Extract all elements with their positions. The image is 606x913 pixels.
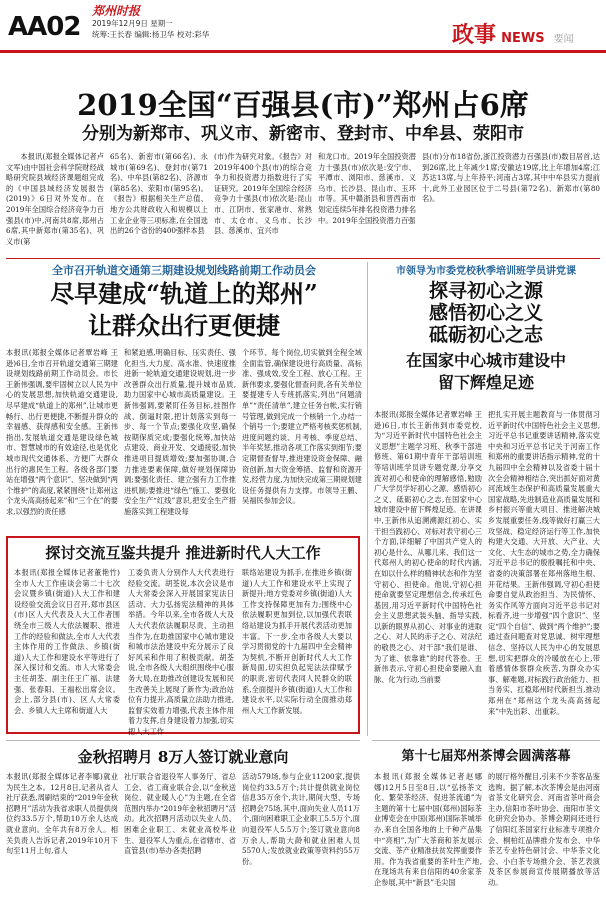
tea-column-2: 的展厅格外醒目,引来不少茶客品鉴选购。据了解,本次茶博会是由河南省茶文化研究会、河南省茶叶商会主办,信阳市茶叶协会、南阳市茶文化研究会协办。茶博会期间还进行了信阳红茶国家行业标准专项推介会、桐柏红品牌推介发布会、中华茶艺专业特色研讨会、中华茶文化会、小白茶专场推介会、茶艺表演及茶区参展商宣传展期播放等活动。 xyxy=(488,772,600,887)
lead-column-1: 本报讯(郑报全媒体记者卢文军)由中国社会科学院财经战略研究院县域经济课题组完成的《中国县域经济发展报告(2019)》6日对外发布。在2019年全国综合经济竞争力百强县(市)中,河南共8席,郑州占6席,其中新郑市(第35名)、巩义市(第 xyxy=(6,152,104,246)
tea-headline: 第十七届郑州茶博会圆满落幕 xyxy=(401,749,571,764)
jobs-column-2: 社厅联合省退役军人事务厅、省总工会、省工商业联合会,以“金秋送岗位、就业暖人心”为主题,在全省范围内举办“2019年金秋招聘月”活动。此次招聘月活动以失业人员、困难企业职工、未就业高校毕业生、退役军人为重点,在省辖市、省直管县(市)举办各类招聘 xyxy=(124,772,236,856)
training-line-3: 砥砺初心之志 xyxy=(428,324,543,346)
lead-headline: 2019全国“百强县(市)”郑州占6席 xyxy=(77,88,529,122)
rail-kicker: 全市召开轨道交通第三期建设规划线路前期工作动员会 xyxy=(52,264,316,277)
training-column-1: 本报讯(郑报全媒体记者覃岩峰 王逊)6日,市长王新伟到市委党校,为“习近平新时代中国特色社会主义思想”主题学习班、秋季干部进修班、第61期中青年干部培训班等培训班学员讲专题党课,分享交流对初心和使命的理解感悟,勉励广大学员学好初心之源、感悟初心之义、砥砺初心之志,在国家中心城市建设中留下辉煌足迹。在讲课中,王新伟从追溯溯源红初心、实干担当践初心、对标对表守初心三个方面,详细解了中国共产党人的初心是什么、从哪儿来、我们这一代郑州人的初心使命的时代内涵,在如以什么样的精神状态和作为坚守初心、担使命。他说,守初心担使命就要坚定理想信念,传承红色基因,用习近平新时代中国特色社会主义思想武装头脑、指导实践,以新的眼界从初心、对事业的进取之心、对人民的赤子之心、对法纪的敬畏之心、对干部“我们是谁、为了谁、依靠谁”的时代答卷。王新伟表示,守初心担使命要融入血脉、化为行动,当前要 xyxy=(374,410,482,684)
forum-column-1: 本报讯(郑报全媒体记者董艳竹)全市人大工作座谈会第二十七次会议暨乡镇(街道)人大工作和建设经验交流会议日召开,郑市县区(市)区人大代表及人大工作者围绕全市三级人大依法履职、推进工作的经验和做法,全市人大代表主体作用的工作做法、乡镇(街道)人大工作和建设水平等进行了深入探讨和交流。市人大常委会主任胡荃、副主任王广福、法建强、张春阳、王福松出席会议。会上,部分县(市)、区人大常委会、乡镇人大主席和街道人大 xyxy=(14,568,120,715)
rail-column-1: 本报讯(郑报全媒体记者覃岩峰 王逊)6日,全市召开轨道交通第三期建设规划线路前期工作动员会。市长王新伟强调,要牢固树立以人民为中心的发展思想,加快轨道交通建设,尽早建成“轨道上的郑州”,让城市更畅行、出行更便捷,不断提升群众的幸福感、获得感和安全感。王新伟指出,发展轨道交通是建设绿色城市、智慧城市的有效途径,也是优化城市现代交通体系、方便广大群众出行的惠民生工程。各级各部门要站在增强“两个意识”、坚决做到“两个维护”的高度,紧紧围绕“让郑州这个龙头高高扬起来”和“三个在”的要求,以强烈的责任感 xyxy=(6,348,118,516)
training-line-5: 留下辉煌足迹 xyxy=(437,373,534,392)
staff-line: 统筹:王长春 编辑:杨卫华 校对:彩华 xyxy=(92,30,210,39)
lead-subhead: 分别为新郑市、巩义市、新密市、登封市、中牟县、荥阳市 xyxy=(82,124,524,144)
forum-column-2: 工委负责人分别作人大代表进行经验交流。胡荃说,本次会议是市人大常委会深入开展国家宪法日活动、大力弘扬宪法精神的具体举措。今年以来,全市各级人大及人大代表依法履职尽责、主动担当作为,在助推国家中心城市建设和城市法治建设中充分展示了良好风采和作用了积极贡献。胡荃说,全市各级人大组织围绕中心服务大局,在助推改创建设发展和民生改善关上展现了新作为;政治站位有力提升,高质量立法助力推进,监督实效着力增强,代表主体作用着力发挥,自身建设着力加强,切实把人大工作 xyxy=(128,568,234,736)
forum-headline: 探讨交流互鉴共提升 推进新时代人大工作 xyxy=(45,544,321,562)
lead-column-5: 县(市)分布18省份,浙江投资潜力百强县(市)数目居首,达到26席,比上年减少1席;安徽达19席,比上年增加4席;江苏达13席,与上年持平;河南占3席,其中中牟县实力提前十,此外工业园区位于二号县(第72名)、新郑市(第80名)。 xyxy=(422,152,600,204)
header-rule xyxy=(0,50,606,53)
training-kicker: 市领导为市委党校秋季培训班学员讲党课 xyxy=(396,266,576,277)
training-line-4: 在国家中心城市建设中 xyxy=(405,351,566,370)
column-separator xyxy=(367,262,368,736)
tea-column-1: 本报讯(郑报全媒体记者赵娜娜)12月5日至8日,以“弘扬茶文化、繁荣茶经济、促进茶流通”为主题的第十七届中国(郑州)国际茶业博览会在中国(郑州)国际茶城举办,来自全国各地的上千种产品集中“亮相”,为广大茶商和茶友展示交流、茶产业精准扶贫发挥重要作用。作为我省重要的茶叶生产地,在现场共有来自信阳的40余家茶企参展,其中“新县”毛尖国 xyxy=(374,772,482,887)
lead-divider xyxy=(6,258,600,259)
lead-column-4: 和龙口市。2019年全国投资潜力十强县(市)依次是:安宁市、平潭市、浏阳市、慈溪市、义乌市、长沙县、昆山市、玉环市等。其中赣浙县和晋西南市划定连续5年排名投资潜力排名中。2019年全国投资潜力百强 xyxy=(318,152,417,225)
training-column-2: 把扎实开展主题教育与一体贯彻习近平新时代中国特色社会主义思想,习近平总书记重要讲话精神,落实党中央和习近平总书记关于河南工作和郑州的重要讲话指示精神,党的十九届四中全会精神以及省委十届十次全会精神相结合,突出抓好面对黄河流域生态保护和高质量发展重大国家战略,先进制造业高质量发展和乡村振兴等重大项目、推进解决城乡发展重要任务,线等做好打赢三大攻坚战、稳定经济运行等工作,加快构建大交通、大开放、大产业、大文化、大生态的城市之势,全力确保习近平总书记的殷殷嘱托和中央、省委的决策部署在郑州落地生根、开花结果。王新伟强调,守初心担使命要自觉从政治担当、为民情怀、务实作风等方面向习近平总书记对标看齐,进一步增强“四个意识”、坚定“四个自信”、做到“两个维护”;要通过查问题查对党思诚、树牢理想信念、坚持以人民为中心的发展思想,切实把群众的冷暖放在心上,带着感情体察群众疾苦,为群众办实事、解难题,对标践行政治能力、担当务实、扛稳郑州时代新担当,推动郑州在“郑州这个龙头高高扬起来”中先出彩、出重彩。 xyxy=(488,410,600,716)
jobs-column-1: 本报讯(郑报全媒体记者李娜)就业为民生之本。12月8日,记者从省人社厅获悉,周刷结束的“2019年金秋招聘月”活动为我省求职人员提供岗位约33.5万个,帮助10万余人达成就业意向。全年共有8万余人。相关负责人告诉记者,2019年10月下旬至11月上旬,省人 xyxy=(6,772,118,856)
forum-column-3: 联络站建设为抓手,在推进乡镇(街道)人大工作和建设水平上实现了新提升;地方党委对乡镇(街道)人大工作支持保障更加有力;围绕中心依法履职更加到位,以加强代表联络站建设为抓手开展代表活动更加丰富。下一步,全市各级人大要以学习贯彻党的十九届四中全会精神为契机,不断开创新时代人大工作新局面,切实担负起宪法法律赋予的职责,密切代表同人民群众的联系,全面提升乡镇(街道)人大工作和建设水平,以实际行动全面推动郑州人大工作新发展。 xyxy=(242,568,352,715)
training-line-2: 感悟初心之义 xyxy=(428,302,543,324)
tea-top-rule xyxy=(372,740,600,741)
training-title xyxy=(372,280,600,394)
date-line: 2019年12月9日 星期一 xyxy=(92,19,173,28)
rail-column-3: 个环节、每个岗位,切实做到全程全域全面监管,确保建设进行高质量、高标准、强成效,安全工程、放心工程。王新伟要求,要强化督查问责,各有关单位要提建专人专班抓落实,列出“问题清单”“责任清单”,建立任务台帐,实行销号管理,做到完成一个核销一个,办结一个销号一个;要建立严格考核奖惩机制,进度问题约谈、月考核、季度总结、半年奖惩,推动各项工作落实到细节;要定期督查督导,推进建设资金保障、融资创新,加大资金筹措、监督和资源开发,经营力度,为加快完成第三期规划建设任务提供有力支撑。市领导王鹏、吴福民参加会议。 xyxy=(242,348,362,506)
page-code: AA02 xyxy=(8,12,81,42)
training-line-1: 探寻初心之源 xyxy=(428,280,543,302)
lead-column-3: (市)作为研究对象。《报告》对2019年400个县(市)的综合竞争力和投资潜力指数进行了实证研究。2019年全国综合经济竞争力十强县(市)依次是:昆山市、江阴市、张家港市、常熟市、太仓市、义乌市、长沙县、慈溪市、宜兴市 xyxy=(214,152,312,236)
section-name: 政事 xyxy=(452,23,497,48)
brand-logo: 郑州时报 xyxy=(92,4,141,18)
forum-box xyxy=(6,536,360,734)
page-header xyxy=(0,0,606,54)
section-name-en: NEWS xyxy=(501,31,545,46)
jobs-column-3: 活动579场,参与企业11200家,提供岗位约33.5万个;共计提供就业岗位信息35万余个,共计,期间大型、专场招聘会75场,其中,面向失业人员11万个,面向困难职工企业职工5.5万个,面向退役军人5.5万个;签订就业意向8万余人,帮助大龄和就业困难人员5570人;发放就业政策等资料约55万份。 xyxy=(242,772,360,866)
lead-column-2: 65名)、新密市(第66名)、永城市(第69名)、登封市(第71名)、中牟县(第82名)、济源市(第85名)、荥阳市(第95名)。《报告》根据相关生产总值、地方公共财政收入和规模以上工业企业等三项标准,在全国选出的26个省份的400强样本县 xyxy=(110,152,208,236)
section-sub: 要闻 xyxy=(553,34,574,45)
rail-headline-2: 让群众出行更便捷 xyxy=(88,311,280,340)
jobs-headline: 金秋招聘月 8万人签订就业意向 xyxy=(77,748,289,766)
rail-headline-1: 尽早建成“轨道上的郑州” xyxy=(50,279,318,308)
rail-column-2: 和紧迫感,明确目标、压实责任、强化担当,大力度、高水准、快速度推进新一轮轨道交通建设规划,进一步改善群众出行质量,提升城市品质,助力国家中心城市高质量建设。王新伟强调,要紧盯任务目标,挂图作战、倒逼时限,把计划落实到每一步、每一个节点;要强化攻坚,确保按期保质完成;要强化统筹,加快站点建设、商业开发、交通接驳,加快推进项目提质增效;要加强协调,合力推进要素保障,做好规划保障协调;要强化责任、建立强有力工作推进机制;要推进“绿色”施工、要强化安全生产“红线”意识,把安全生产措施落实到工程建设每 xyxy=(124,348,236,516)
section-title xyxy=(452,18,574,49)
jobs-top-rule xyxy=(6,740,360,741)
